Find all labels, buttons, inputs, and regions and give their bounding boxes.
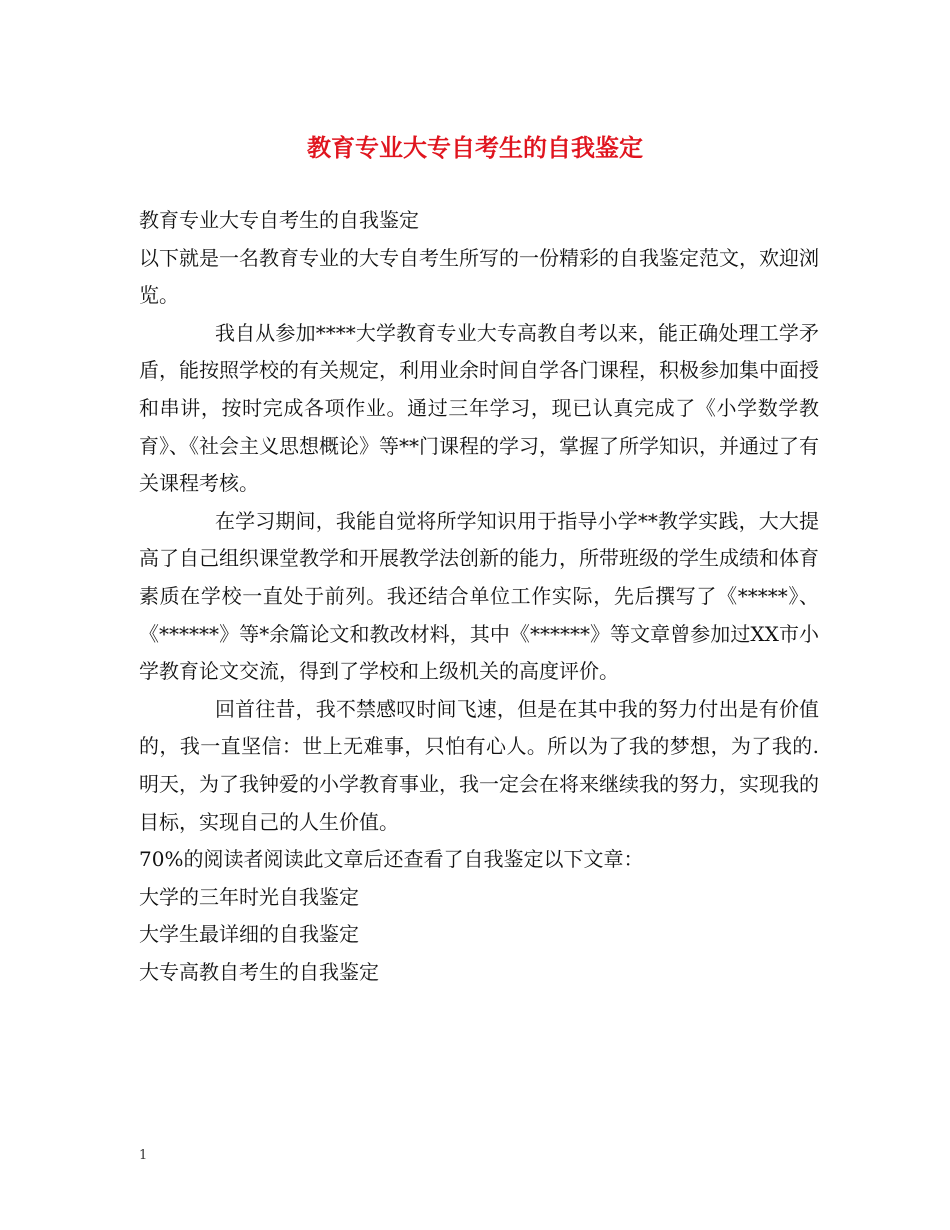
- related-article-link[interactable]: 大学的三年时光自我鉴定: [139, 884, 359, 909]
- related-article-link[interactable]: 大专高教自考生的自我鉴定: [139, 959, 379, 984]
- related-article-link[interactable]: 大学生最详细的自我鉴定: [139, 922, 359, 947]
- intro-paragraph: 以下就是一名教育专业的大专自考生所写的一份精彩的自我鉴定范文，欢迎浏览。: [139, 245, 819, 308]
- related-articles-heading: 70%的阅读者阅读此文章后还查看了自我鉴定以下文章：: [139, 847, 644, 872]
- body-paragraph-practice: 在学习期间，我能自觉将所学知识用于指导小学**教学实践，大大提高了自己组织课堂教学和开展教学法创新的能力，所带班级的学生成绩和体育素质在学校一直处于前列。我还结合单位工作实际，先后撰写了《*****》、《******》等*余篇论文和教改材料，其中《******》等文章曾参加过XX市小学教育论文交流，得到了学校和上级机关的高度评价。: [139, 508, 819, 684]
- body-paragraph-study: 我自从参加****大学教育专业大专高教自考以来，能正确处理工学矛盾，能按照学校的有关规定，利用业余时间自学各门课程，积极参加集中面授和串讲，按时完成各项作业。通过三年学习，现已认真完成了《小学数学教育》、《社会主义思想概论》等**门课程的学习，掌握了所学知识，并通过了有关课程考核。: [139, 320, 819, 496]
- body-paragraph-reflection: 回首往昔，我不禁感叹时间飞速，但是在其中我的努力付出是有价值的，我一直坚信：世上无难事，只怕有心人。所以为了我的梦想，为了我的.明天，为了我钟爱的小学教育事业，我一定会在将来继续我的努力，实现我的目标，实现自己的人生价值。: [139, 696, 819, 834]
- document-body: [139, 202, 819, 991]
- document-title: 教育专业大专自考生的自我鉴定: [307, 133, 643, 162]
- page-number: 1: [139, 1148, 148, 1163]
- body-heading: 教育专业大专自考生的自我鉴定: [139, 208, 419, 232]
